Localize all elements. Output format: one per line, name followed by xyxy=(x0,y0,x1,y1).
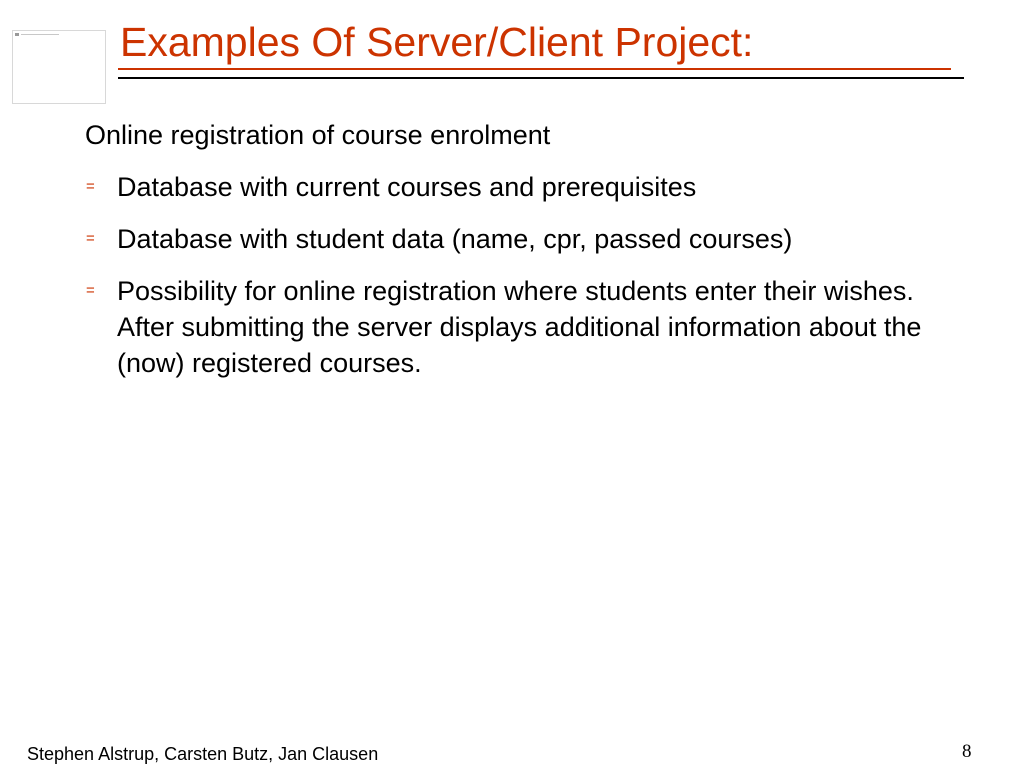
slide-title: Examples Of Server/Client Project: xyxy=(120,19,754,65)
bullet-item xyxy=(85,221,945,257)
bullet-text: Database with student data (name, cpr, passed courses) xyxy=(117,224,793,254)
logo-caption-line xyxy=(21,34,59,35)
bullet-marker: = xyxy=(86,282,95,299)
title-underline-rule xyxy=(118,77,964,79)
bullet-list xyxy=(85,169,945,397)
page-number: 8 xyxy=(962,741,972,762)
bullet-text: Database with current courses and prerequisites xyxy=(117,172,697,202)
footer-authors: Stephen Alstrup, Carsten Butz, Jan Clausen xyxy=(27,744,379,764)
bullet-item xyxy=(85,169,945,205)
intro-text: Online registration of course enrolment xyxy=(85,120,551,150)
bullet-marker: = xyxy=(86,230,95,247)
bullet-marker: = xyxy=(86,178,95,195)
bullet-item xyxy=(85,273,945,381)
bullet-text: Possibility for online registration where students enter their wishes. After submitting the server displays additional information about the (now) registered courses. xyxy=(117,276,922,378)
logo-mark xyxy=(15,33,19,36)
title-underline-accent xyxy=(118,68,951,70)
logo-thumbnail xyxy=(12,30,106,104)
